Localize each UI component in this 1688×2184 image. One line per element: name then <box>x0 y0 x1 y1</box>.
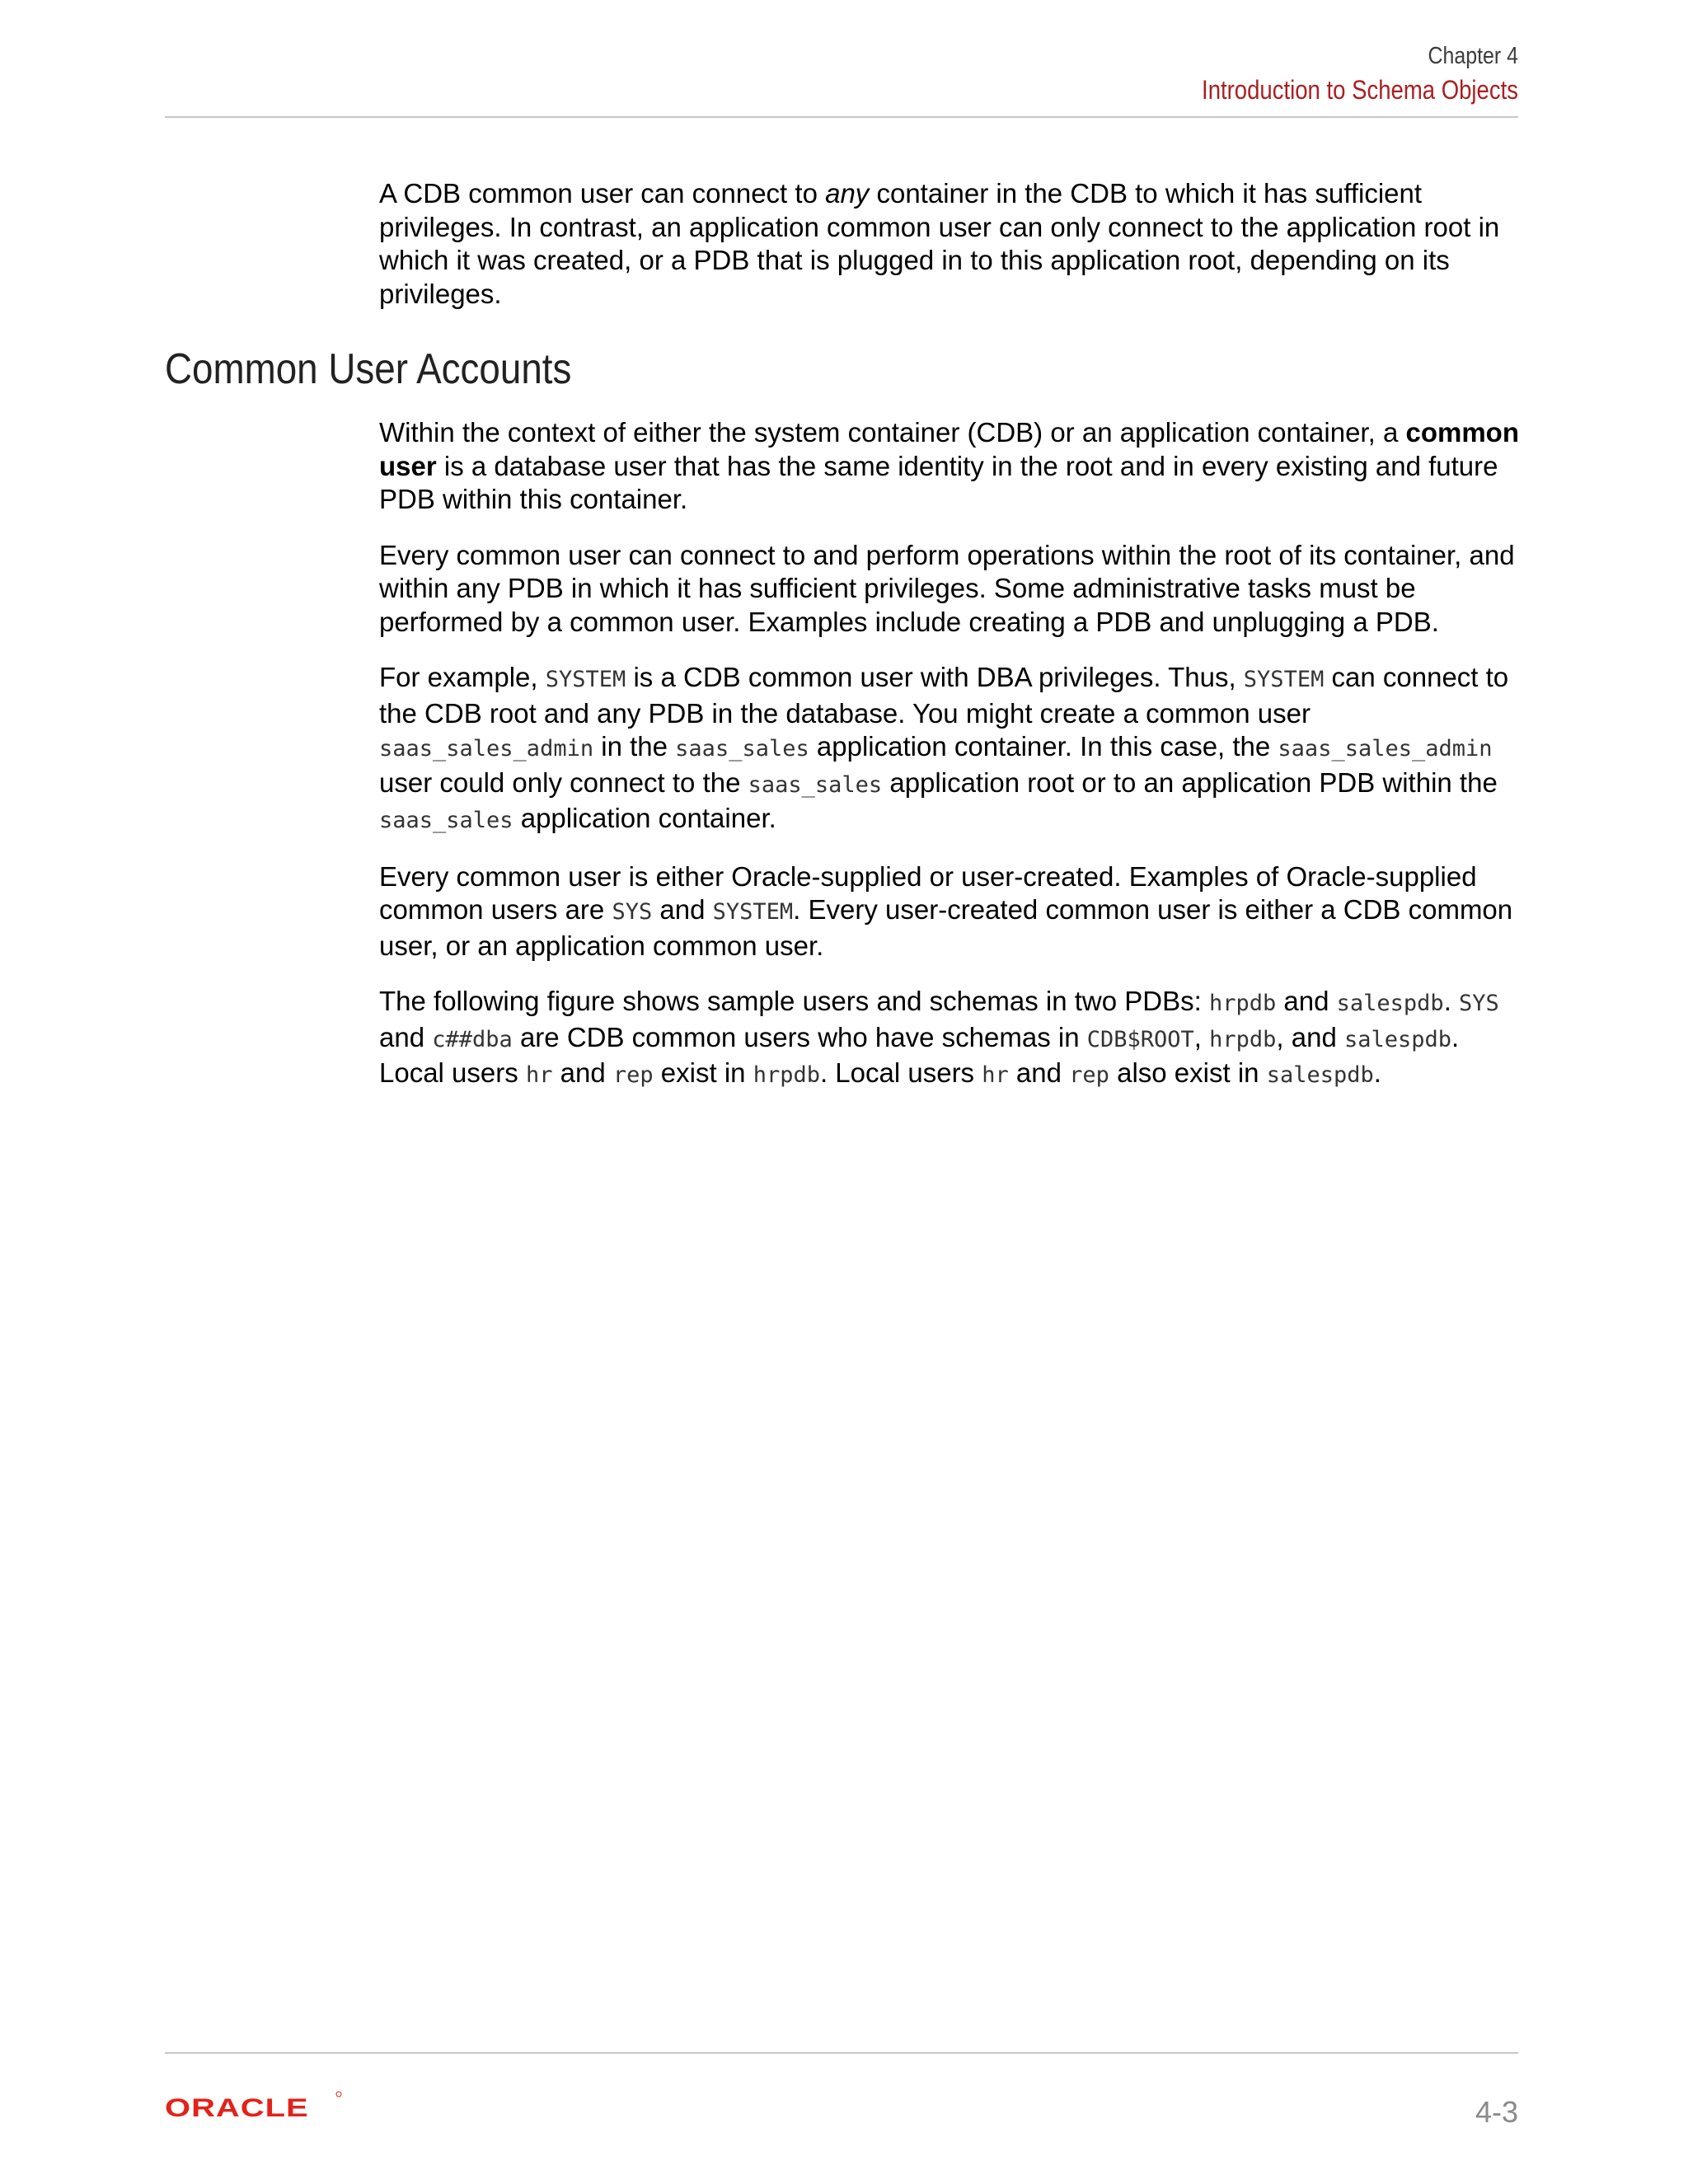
text-run: and <box>552 1057 613 1088</box>
text-run: . <box>1373 1057 1381 1088</box>
text-run: , and <box>1276 1021 1344 1052</box>
registered-mark-icon <box>336 2092 341 2097</box>
intro-section <box>379 177 1521 333</box>
code-system: SYSTEM <box>1243 667 1325 692</box>
code-sys: SYS <box>612 899 653 925</box>
text-run: , <box>1193 1021 1210 1052</box>
text-run: Every common user is either Oracle-supplied or user-created. Examples of Oracle-supplied common users are <box>379 860 1477 925</box>
text-run: in the <box>593 731 676 762</box>
text-run: application root or to an application PDB within the <box>882 766 1498 798</box>
oracle-logo-text: ORACLE <box>165 2093 309 2122</box>
text-run: is a database user that has the same identity in the root and in every existing and future PDB within this container. <box>379 450 1498 514</box>
code-salespdb: salespdb <box>1343 1026 1452 1052</box>
text-run: user could only connect to the <box>379 766 748 798</box>
text-run: A CDB common user can connect to <box>379 178 826 209</box>
section-body <box>379 416 1521 1115</box>
text-run: . Local users <box>819 1057 982 1088</box>
code-hr: hr <box>982 1062 1009 1088</box>
code-c-dba: c##dba <box>432 1026 513 1052</box>
term-common-user: common user <box>379 417 1519 481</box>
text-run: application container. <box>513 803 776 833</box>
text-run: and <box>1276 986 1337 1016</box>
text-run: . Every user-created common user is either a CDB common user, or an application common user. <box>379 894 1513 961</box>
code-system: SYSTEM <box>712 899 794 925</box>
text-run: is a CDB common user with DBA privileges. Thus, <box>626 662 1244 692</box>
intro-paragraph <box>379 177 1521 311</box>
text-run: and <box>379 1021 433 1052</box>
oracle-logo <box>165 2089 346 2122</box>
text-run: . Local users <box>379 1021 1460 1088</box>
code-saas-sales: saas_sales <box>675 736 809 762</box>
page-number: 4-3 <box>1475 2095 1518 2129</box>
text-run: exist in <box>653 1057 753 1088</box>
text-run: are CDB common users who have schemas in <box>512 1021 1087 1052</box>
paragraph-example <box>379 661 1521 838</box>
code-hrpdb: hrpdb <box>753 1062 820 1088</box>
emphasis-any: any <box>825 178 870 209</box>
footer-divider <box>165 2052 1518 2054</box>
text-run: application container. In this case, the <box>809 731 1278 762</box>
text-run: also exist in <box>1109 1057 1267 1088</box>
text-run: . <box>1443 986 1460 1016</box>
code-cdb-root: CDB$ROOT <box>1086 1026 1194 1052</box>
code-sys: SYS <box>1459 991 1499 1016</box>
text-run: Within the context of either the system container (CDB) or an application container, a <box>379 417 1406 448</box>
chapter-label: Chapter 4 <box>1428 43 1518 69</box>
paragraph-operations: Every common user can connect to and perform operations within the root of its container, and within any PDB in which it has sufficient privileges. Some administrative tasks must be performed by a common user. Examples include creating a PDB and unplugging a PDB. <box>379 539 1515 637</box>
text-run: container in the CDB to which it has sufficient privileges. In contrast, an application common user can only connect to the application root in which it was created, or a PDB that is plugged in to this application root, depending on its privileges. <box>379 178 1500 309</box>
code-rep: rep <box>1069 1062 1109 1088</box>
text-run: The following figure shows sample users and schemas in two PDBs: <box>379 986 1209 1016</box>
paragraph-oracle-supplied <box>379 860 1521 963</box>
code-saas-sales-admin: saas_sales_admin <box>1278 736 1493 762</box>
paragraph-definition <box>379 416 1521 517</box>
code-hrpdb: hrpdb <box>1208 991 1277 1016</box>
code-saas-sales-admin: saas_sales_admin <box>379 736 594 762</box>
code-salespdb: salespdb <box>1336 991 1444 1016</box>
text-run: and <box>652 894 713 925</box>
chapter-title: Introduction to Schema Objects <box>1202 75 1518 105</box>
header-divider <box>165 116 1518 118</box>
code-salespdb: salespdb <box>1266 1062 1374 1088</box>
text-run: For example, <box>379 662 546 692</box>
text-run: and <box>1008 1057 1070 1088</box>
code-saas-sales: saas_sales <box>379 808 513 833</box>
code-system: SYSTEM <box>545 667 626 692</box>
running-header <box>165 40 1518 107</box>
code-hr: hr <box>525 1062 553 1088</box>
code-rep: rep <box>612 1062 654 1088</box>
code-saas-sales: saas_sales <box>748 771 883 798</box>
text-run: can connect to the CDB root and any PDB in the database. You might create a common user <box>379 662 1509 729</box>
section-heading: Common User Accounts <box>165 345 572 393</box>
paragraph-figure-intro <box>379 985 1521 1093</box>
code-hrpdb: hrpdb <box>1209 1026 1277 1052</box>
